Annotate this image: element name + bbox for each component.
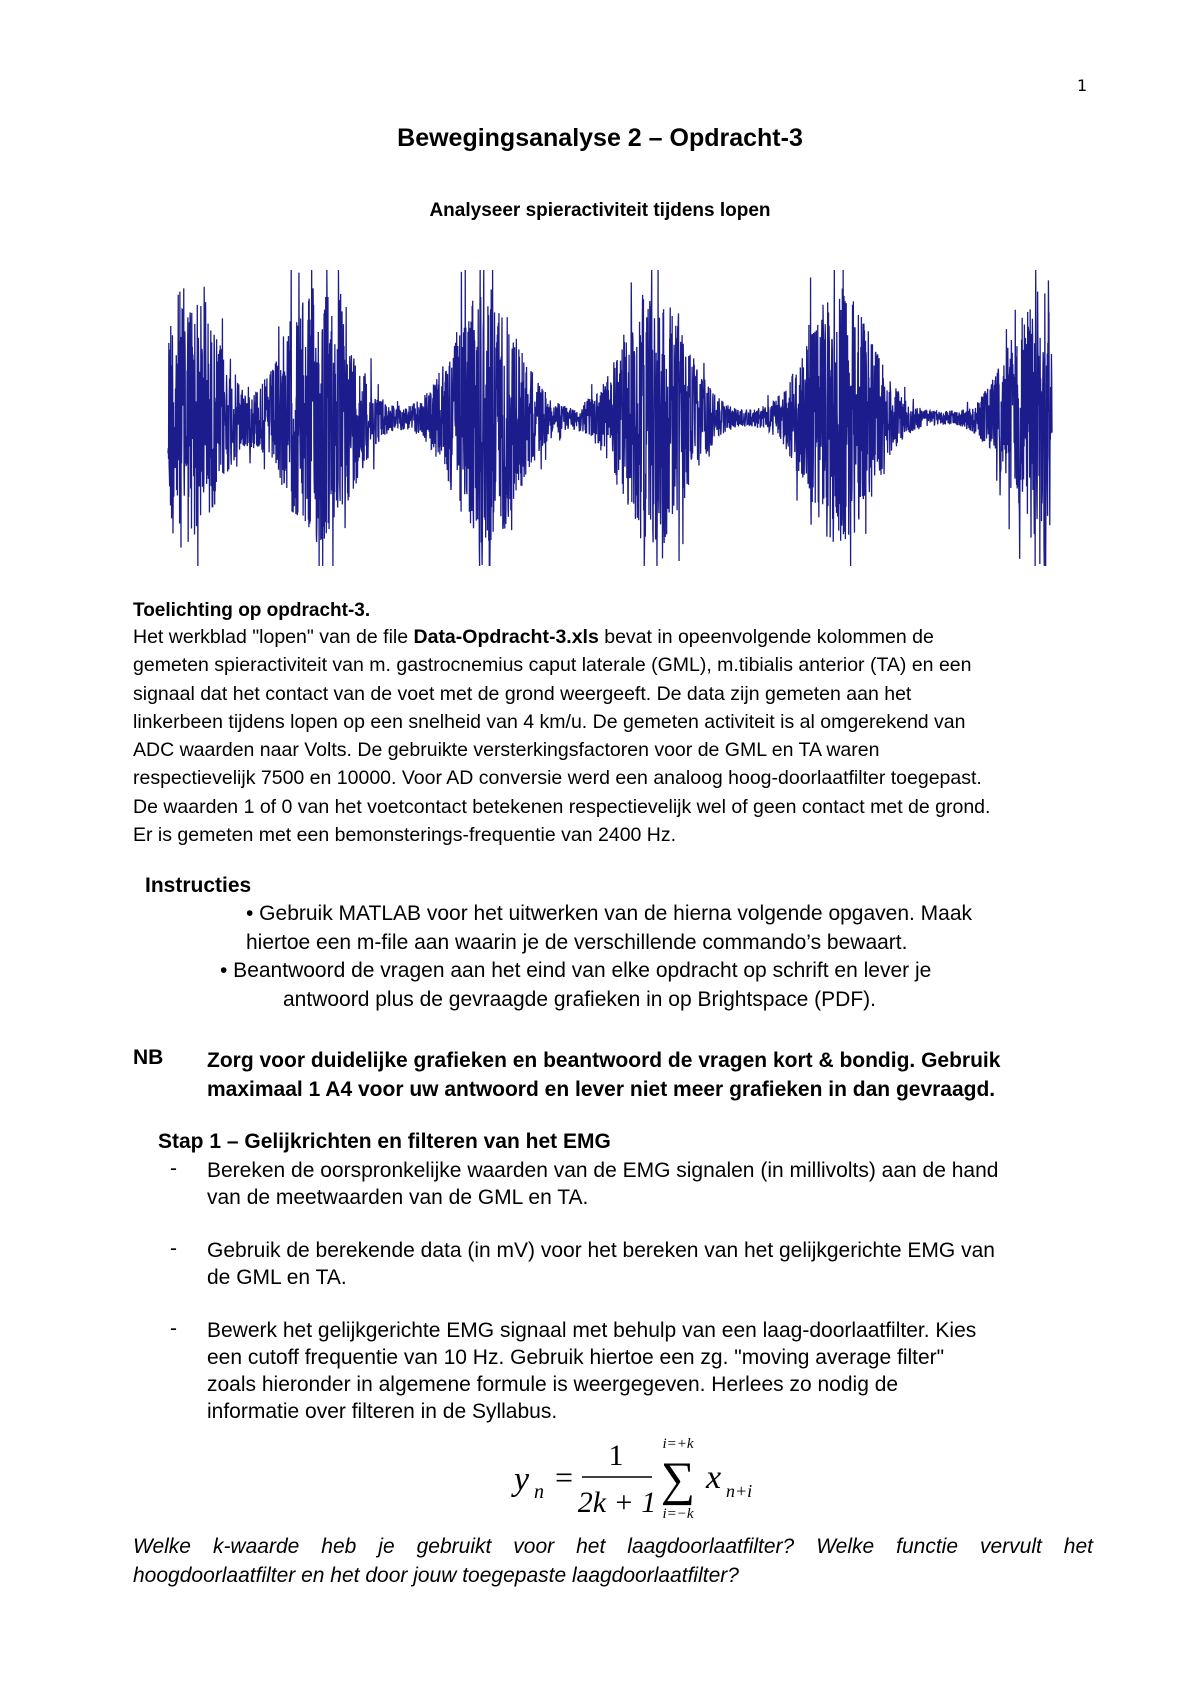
instructie-2-line-1: • Beantwoord de vragen aan het eind van elke opdracht op schrift en lever je xyxy=(220,959,932,982)
formula-equals: = xyxy=(555,1459,574,1495)
step-1-bullet-1 xyxy=(207,1157,1107,1211)
instructies-heading: Instructies xyxy=(145,874,252,897)
nb-line: maximaal 1 A4 voor uw antwoord en lever niet meer grafieken in dan gevraagd. xyxy=(207,1078,996,1101)
moving-average-formula xyxy=(510,1432,790,1522)
formula-y: y xyxy=(514,1461,530,1498)
toelichting-line: De waarden 1 of 0 van het voetcontact betekenen respectievelijk wel of geen contact met de grond. xyxy=(133,795,991,818)
formula-y-subscript: n xyxy=(534,1481,544,1503)
formula-x-subscript: n+i xyxy=(726,1481,753,1501)
toelichting-line: linkerbeen tijdens lopen op een snelheid van 4 km/u. De gemeten activiteit is al omgerekend van xyxy=(133,710,966,733)
page-subtitle: Analyseer spieractiviteit tijdens lopen xyxy=(429,200,771,221)
toelichting-text: Het werkblad "lopen" van de file xyxy=(133,626,414,648)
formula-x: x xyxy=(706,1459,722,1496)
toelichting-body xyxy=(133,623,1093,849)
nb-text xyxy=(207,1046,1107,1104)
list-dash: - xyxy=(170,1157,177,1180)
bullet-line: Bereken de oorspronkelijke waarden van de EMG signalen (in millivolts) aan de hand xyxy=(207,1159,999,1182)
step-1-heading: Stap 1 – Gelijkrichten en filteren van het EMG xyxy=(158,1130,611,1153)
emg-waveform xyxy=(168,270,1052,566)
bullet-line: Bewerk het gelijkgerichte EMG signaal met behulp van een laag-doorlaatfilter. Kies xyxy=(207,1319,977,1342)
page-title: Bewegingsanalyse 2 – Opdracht-3 xyxy=(397,124,803,152)
bullet-line: de GML en TA. xyxy=(207,1266,347,1289)
data-file-name: Data-Opdracht-3.xls xyxy=(413,626,599,648)
list-dash: - xyxy=(170,1237,177,1260)
question-text xyxy=(133,1532,1093,1590)
bullet-line: van de meetwaarden van de GML en TA. xyxy=(207,1186,589,1209)
formula-sum-lower: i=−k xyxy=(662,1506,694,1522)
toelichting-line: gemeten spieractiviteit van m. gastrocnemius caput laterale (GML), m.tibialis anterior (TA) en een xyxy=(133,654,972,677)
bullet-line: zoals hieronder in algemene formule is weergegeven. Herlees zo nodig de xyxy=(207,1373,899,1396)
toelichting-line: respectievelijk 7500 en 10000. Voor AD conversie werd een analoog hoog-doorlaatfilter toegepast. xyxy=(133,767,982,790)
page-number: 1 xyxy=(1077,76,1088,95)
question-line: Welke k-waarde heb je gebruikt voor het laagdoorlaatfilter? Welke functie vervult het xyxy=(133,1535,1093,1558)
toelichting-line: Er is gemeten met een bemonsterings-frequentie van 2400 Hz. xyxy=(133,824,677,847)
bullet-line: informatie over filteren in de Syllabus. xyxy=(207,1400,558,1423)
bullet-line: Gebruik de berekende data (in mV) voor het bereken van het gelijkgerichte EMG van xyxy=(207,1239,995,1262)
toelichting-line xyxy=(133,623,1093,651)
step-1-bullet-3 xyxy=(207,1317,1107,1425)
step-1-bullet-2 xyxy=(207,1237,1107,1291)
sigma-icon: ∑ xyxy=(660,1453,696,1506)
question-line: hoogdoorlaatfilter en het door jouw toegepaste laagdoorlaatfilter? xyxy=(133,1564,739,1587)
formula-numerator: 1 xyxy=(608,1439,624,1472)
instructie-2-line-2: antwoord plus de gevraagde grafieken in op Brightspace (PDF). xyxy=(283,988,877,1011)
toelichting-heading: Toelichting op opdracht-3. xyxy=(133,600,371,621)
nb-line: Zorg voor duidelijke grafieken en beantwoord de vragen kort & bondig. Gebruik xyxy=(207,1049,1001,1072)
bullet-line: een cutoff frequentie van 10 Hz. Gebruik hiertoe een zg. "moving average filter" xyxy=(207,1346,945,1369)
formula-sum-upper: i=+k xyxy=(662,1436,694,1452)
formula-denominator: 2k + 1 xyxy=(577,1486,657,1519)
toelichting-line: signaal dat het contact van de voet met de grond weergeeft. De data zijn gemeten aan het xyxy=(133,682,912,705)
instructie-1-line-1: • Gebruik MATLAB voor het uitwerken van de hierna volgende opgaven. Maak xyxy=(246,902,973,925)
toelichting-line: ADC waarden naar Volts. De gebruikte versterkingsfactoren voor de GML en TA waren xyxy=(133,739,880,762)
list-dash: - xyxy=(170,1317,177,1340)
instructie-1-line-2: hiertoe een m-file aan waarin je de verschillende commando’s bewaart. xyxy=(246,931,908,954)
nb-label: NB xyxy=(133,1046,164,1069)
emg-signal-figure xyxy=(165,268,1055,568)
toelichting-text: bevat in opeenvolgende kolommen de xyxy=(598,626,934,648)
